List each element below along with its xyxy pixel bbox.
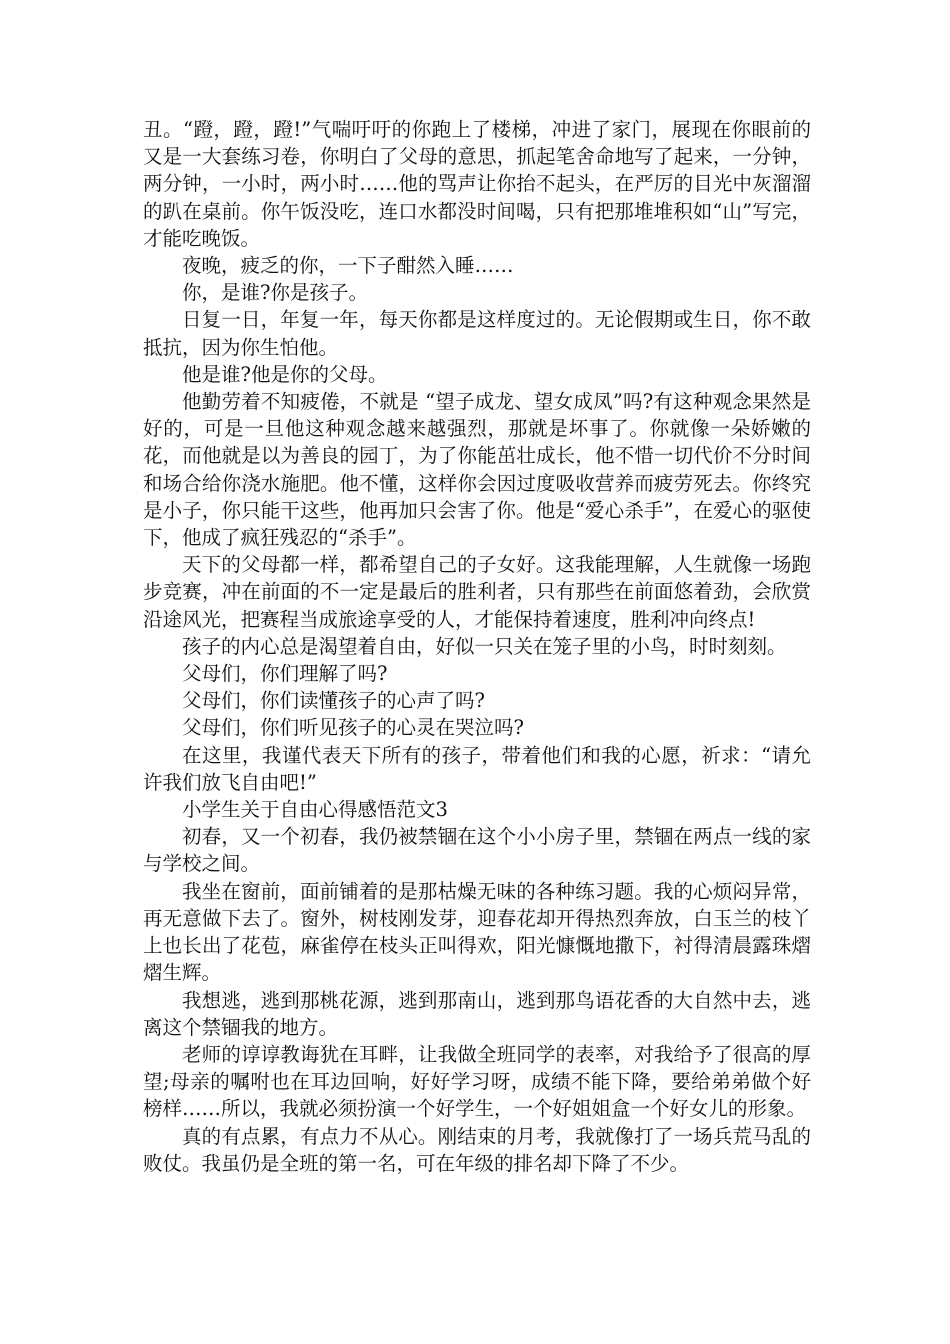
paragraph: 父母们，你们读懂孩子的心声了吗? bbox=[182, 689, 485, 713]
section-heading: 小学生关于自由心得感悟范文3 bbox=[182, 798, 448, 822]
paragraph: 在这里，我谨代表天下所有的孩子，带着他们和我的心愿，祈求：“请允许我们放飞自由吧!” bbox=[143, 743, 811, 794]
paragraph: 你，是谁?你是孩子。 bbox=[182, 281, 368, 305]
document-body bbox=[143, 116, 811, 1177]
paragraph: 父母们，你们听见孩子的心灵在哭泣吗? bbox=[182, 716, 524, 740]
paragraph: 他勤劳着不知疲倦，不就是 “望子成龙、望女成凤”吗?有这种观念果然是好的，可是一旦他这种观念越来越强烈，那就是坏事了。你就像一朵娇嫩的花，而他就是以为善良的园丁，为了你能茁壮成长，他不惜一切代价不分时间和场合给你浇水施肥。他不懂，这样你会因过度吸收营养而疲劳死去。你终究是小子，你只能干这些，他再加只会害了你。他是“爱心杀手”，在爱心的驱使下，他成了疯狂残忍的“杀手”。 bbox=[143, 390, 811, 550]
paragraph: 真的有点累，有点力不从心。刚结束的月考，我就像打了一场兵荒马乱的败仗。我虽仍是全班的第一名，可在年级的排名却下降了不少。 bbox=[143, 1124, 811, 1175]
paragraph: 他是谁?他是你的父母。 bbox=[182, 362, 388, 386]
paragraph: 老师的谆谆教诲犹在耳畔，让我做全班同学的表率，对我给予了很高的厚望;母亲的嘱咐也在耳边回响，好好学习呀，成绩不能下降，要给弟弟做个好榜样……所以，我就必须扮演一个好学生，一个好姐姐盒一个好女儿的形象。 bbox=[143, 1042, 811, 1121]
paragraph: 初春，又一个初春，我仍被禁锢在这个小小房子里，禁锢在两点一线的家与学校之间。 bbox=[143, 825, 811, 876]
paragraph: 我想逃，逃到那桃花源，逃到那南山，逃到那鸟语花香的大自然中去，逃离这个禁锢我的地方。 bbox=[143, 988, 811, 1039]
paragraph: 夜晚，疲乏的你，一下子酣然入睡…… bbox=[182, 254, 514, 278]
paragraph: 天下的父母都一样，都希望自己的子女好。这我能理解，人生就像一场跑步竞赛，冲在前面的不一定是最后的胜利者，只有那些在前面悠着劲，会欣赏沿途风光，把赛程当成旅途享受的人，才能保持着速度，胜利冲向终点! bbox=[143, 553, 811, 631]
paragraph: 日复一日，年复一年，每天你都是这样度过的。无论假期或生日，你不敢抵抗，因为你生怕他。 bbox=[143, 308, 811, 359]
paragraph: 我坐在窗前，面前铺着的是那枯燥无味的各种练习题。我的心烦闷异常，再无意做下去了。窗外，树枝刚发芽，迎春花却开得热烈奔放，白玉兰的枝丫上也长出了花苞，麻雀停在枝头正叫得欢，阳光慷慨地撒下，衬得清晨露珠熠熠生辉。 bbox=[143, 879, 811, 985]
paragraph: 父母们，你们理解了吗? bbox=[182, 662, 388, 686]
paragraph: 丑。“蹬，蹬，蹬!”气喘吁吁的你跑上了楼梯，冲进了家门，展现在你眼前的又是一大套练习卷，你明白了父母的意思，抓起笔舍命地写了起来，一分钟，两分钟，一小时，两小时……他的骂声让你抬不起头，在严厉的目光中灰溜溜的趴在桌前。你午饭没吃，连口水都没时间喝，只有把那堆堆积如“山”写完，才能吃晚饭。 bbox=[143, 118, 811, 250]
paragraph: 孩子的内心总是渴望着自由，好似一只关在笼子里的小鸟，时时刻刻。 bbox=[182, 634, 787, 658]
